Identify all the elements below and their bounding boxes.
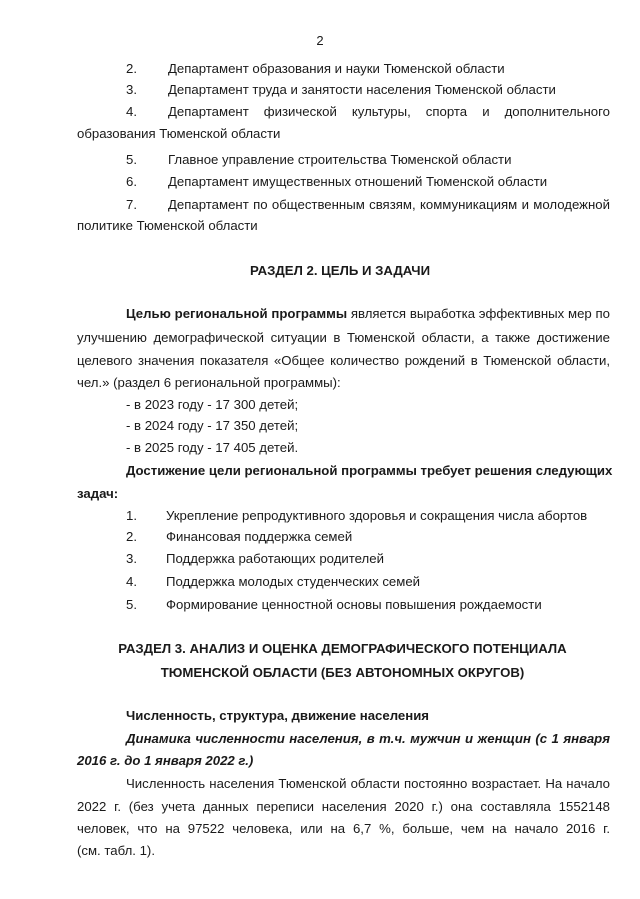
section-3-heading: РАЗДЕЛ 3. АНАЛИЗ И ОЦЕНКА ДЕМОГРАФИЧЕСКОГО ПОТЕНЦИАЛА [118, 641, 567, 656]
goal-paragraph-line: чел.» (раздел 6 региональной программы): [77, 375, 341, 390]
section-3-heading-continuation: ТЮМЕНСКОЙ ОБЛАСТИ (БЕЗ АВТОНОМНЫХ ОКРУГОВ) [160, 665, 525, 680]
list-item-text: Департамент физической культуры, спорта и дополнительного [168, 104, 610, 119]
task-text: Укрепление репродуктивного здоровья и сокращения числа абортов [166, 508, 588, 523]
task-text: Поддержка работающих родителей [166, 551, 384, 566]
list-item [0, 61, 640, 79]
target-item: - в 2023 году - 17 300 детей; [126, 397, 299, 412]
task-text: Формирование ценностной основы повышения рождаемости [166, 597, 542, 612]
subheading: Численность, структура, движение населения [126, 708, 429, 723]
goal-text: является выработка эффективных мер по [347, 306, 610, 321]
body-paragraph-line: 2022 г. (без учета данных переписи населения 2020 г.) она составляла 1552148 [77, 799, 610, 814]
list-item [0, 174, 640, 192]
goal-paragraph-line: целевого значения показателя «Общее количество рождений в Тюменской области, [77, 353, 610, 368]
list-item-number: 3. [126, 82, 137, 97]
task-number: 2. [126, 529, 137, 544]
tasks-intro: Достижение цели региональной программы требует решения следующих [126, 463, 613, 478]
task-item [0, 508, 640, 526]
list-item-number: 6. [126, 174, 137, 189]
body-paragraph-line: Численность населения Тюменской области постоянно возрастает. На начало [126, 776, 610, 791]
task-item [0, 551, 640, 569]
list-item-number: 5. [126, 152, 137, 167]
list-item-text: Департамент образования и науки Тюменской области [168, 61, 505, 76]
section-2-heading: РАЗДЕЛ 2. ЦЕЛЬ И ЗАДАЧИ [249, 263, 431, 278]
list-item-text: Департамент по общественным связям, коммуникациям и молодежной [168, 197, 610, 212]
task-item [0, 597, 640, 615]
task-text: Финансовая поддержка семей [166, 529, 353, 544]
task-number: 1. [126, 508, 137, 523]
list-item [0, 82, 640, 100]
target-item: - в 2024 году - 17 350 детей; [126, 418, 299, 433]
task-text: Поддержка молодых студенческих семей [166, 574, 421, 589]
list-item-continuation: политике Тюменской области [77, 218, 258, 233]
list-item [0, 197, 640, 215]
page-number: 2 [316, 33, 324, 48]
goal-paragraph-line: улучшению демографической ситуации в Тюменской области, а также достижение [77, 330, 610, 345]
list-item [0, 152, 640, 170]
list-item-text: Департамент имущественных отношений Тюменской области [168, 174, 548, 189]
task-number: 5. [126, 597, 137, 612]
body-paragraph-line: человек, что на 97522 человека, или на 6,7 %, больше, чем на начало 2016 г. [77, 821, 610, 836]
body-paragraph-line: (см. табл. 1). [77, 843, 155, 858]
list-item [0, 104, 640, 122]
tasks-intro-continuation: задач: [77, 486, 119, 501]
list-item-text: Главное управление строительства Тюменской области [168, 152, 512, 167]
task-item [0, 529, 640, 547]
list-item-number: 2. [126, 61, 137, 76]
dynamics-caption: Динамика численности населения, в т.ч. мужчин и женщин (с 1 января [126, 731, 610, 746]
dynamics-caption-continuation: 2016 г. до 1 января 2022 г.) [77, 753, 254, 768]
task-number: 4. [126, 574, 137, 589]
goal-paragraph-line [126, 306, 610, 321]
list-item-continuation: образования Тюменской области [77, 126, 281, 141]
target-item: - в 2025 году - 17 405 детей. [126, 440, 299, 455]
list-item-number: 7. [126, 197, 137, 212]
task-item [0, 574, 640, 592]
list-item-number: 4. [126, 104, 137, 119]
goal-bold-text: Целью региональной программы [126, 306, 348, 321]
list-item-text: Департамент труда и занятости населения Тюменской области [168, 82, 556, 97]
task-number: 3. [126, 551, 137, 566]
